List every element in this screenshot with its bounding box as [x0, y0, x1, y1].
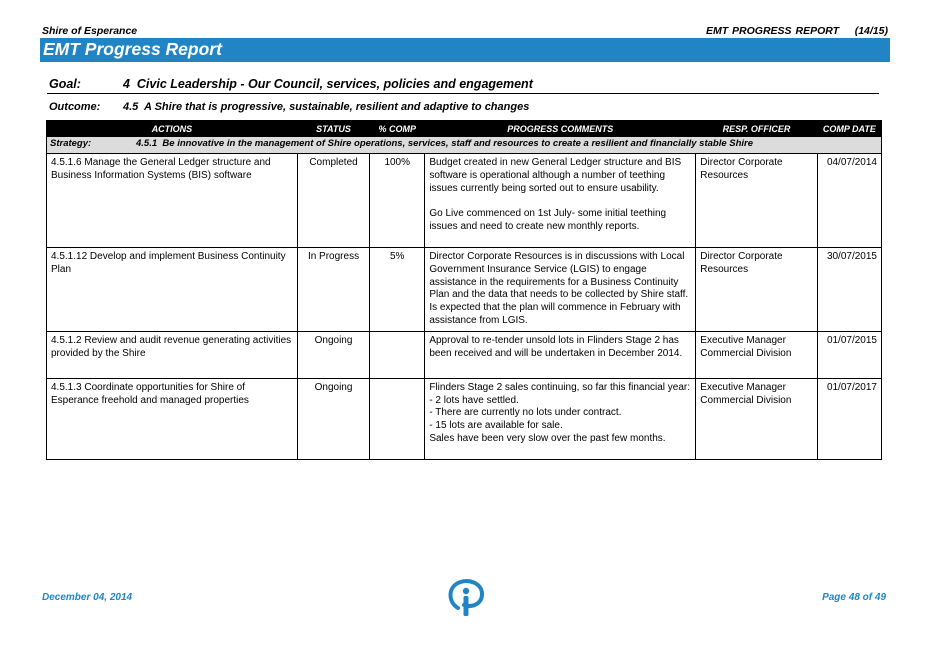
- status-cell: Completed: [297, 154, 369, 248]
- strategy-cell: [47, 137, 882, 154]
- comment-line: Flinders Stage 2 sales continuing, so far this financial year:: [429, 381, 691, 393]
- comment-line: - 15 lots are available for sale.: [429, 420, 563, 432]
- col-header-officer: RESP. OFFICER: [696, 121, 817, 137]
- action-cell: 4.5.1.6 Manage the General Ledger structure and Business Information Systems (BIS) software: [47, 154, 298, 248]
- table-row: [47, 378, 882, 459]
- officer-cell: Executive Manager Commercial Division: [696, 378, 817, 459]
- col-header-status: STATUS: [297, 121, 369, 137]
- comment-line: - There are currently no lots under contract.: [429, 407, 622, 419]
- date-cell: 01/07/2017: [817, 378, 881, 459]
- title-banner: [40, 38, 890, 62]
- outcome-text: 4.5 A Shire that is progressive, sustainable, resilient and adaptive to changes: [123, 101, 530, 113]
- status-cell: Ongoing: [297, 331, 369, 378]
- report-header: [706, 25, 888, 37]
- date-cell: 01/07/2015: [817, 331, 881, 378]
- status-cell: Ongoing: [297, 378, 369, 459]
- comment-paragraph: Go Live commenced on 1st July- some initial teething issues and need to create new monthly reports.: [429, 208, 667, 232]
- footer-page-number: Page 48 of 49: [822, 592, 886, 603]
- date-cell: 30/07/2015: [817, 248, 881, 332]
- comments-cell: [425, 331, 696, 378]
- action-cell: 4.5.1.3 Coordinate opportunities for Shire of Esperance freehold and managed properties: [47, 378, 298, 459]
- strategy-label: Strategy:: [50, 138, 92, 149]
- table-row: [47, 248, 882, 332]
- percent-cell: [370, 331, 425, 378]
- comment-line: Sales have been very slow over the past few months.: [429, 432, 666, 444]
- date-cell: 04/07/2014: [817, 154, 881, 248]
- percent-cell: 5%: [370, 248, 425, 332]
- goal-line: [49, 77, 879, 91]
- comment-paragraph: Budget created in new General Ledger structure and BIS software is operational although a number of teething issues currently being sorted out to ensure usability.: [429, 157, 682, 194]
- comments-cell: [425, 378, 696, 459]
- strategy-text: 4.5.1 Be innovative in the management of Shire operations, services, staff and resources to create a resilient and financially stable Shire: [136, 138, 754, 149]
- percent-cell: [370, 378, 425, 459]
- organisation-name: Shire of Esperance: [42, 25, 138, 37]
- outcome-label: Outcome:: [49, 101, 101, 113]
- report-label: EMT PROGRESS REPORT: [705, 25, 840, 37]
- comment-line: - 2 lots have settled.: [429, 394, 519, 406]
- officer-cell: Director Corporate Resources: [696, 154, 817, 248]
- col-header-percent: % COMP: [370, 121, 425, 137]
- col-header-actions: ACTIONS: [47, 121, 298, 137]
- report-period: (14/15): [854, 25, 888, 37]
- outcome-line: [49, 101, 529, 113]
- info-i-logo-icon: [444, 578, 488, 618]
- comments-cell: [425, 154, 696, 248]
- table-row: [47, 331, 882, 378]
- officer-cell: Director Corporate Resources: [696, 248, 817, 332]
- comment-paragraph: Approval to re-tender unsold lots in Flinders Stage 2 has been received and will be undertaken in December 2014.: [429, 334, 683, 359]
- comments-cell: [425, 248, 696, 332]
- footer-date: December 04, 2014: [42, 592, 133, 603]
- banner-title: EMT Progress Report: [43, 39, 222, 59]
- percent-cell: 100%: [370, 154, 425, 248]
- progress-table: [46, 120, 882, 460]
- goal-divider: [47, 93, 879, 94]
- comment-paragraph: Director Corporate Resources is in discussions with Local Government Insurance Service (LGIS) to engage assistance in the requirements for a Business Continuity Plan and the data that needs to be collected by Shire staff. Is expected that the plan will commence in February with assistance from LGIS.: [429, 251, 689, 326]
- strategy-row: [47, 137, 882, 154]
- status-cell: In Progress: [297, 248, 369, 332]
- goal-label: Goal:: [49, 77, 81, 91]
- action-cell: 4.5.1.12 Develop and implement Business Continuity Plan: [47, 248, 298, 332]
- action-cell: 4.5.1.2 Review and audit revenue generating activities provided by the Shire: [47, 331, 298, 378]
- col-header-date: COMP DATE: [817, 121, 881, 137]
- col-header-comments: PROGRESS COMMENTS: [425, 121, 696, 137]
- table-header-row: [47, 121, 882, 137]
- officer-cell: Executive Manager Commercial Division: [696, 331, 817, 378]
- goal-text: 4 Civic Leadership - Our Council, services, policies and engagement: [123, 77, 533, 91]
- table-row: [47, 154, 882, 248]
